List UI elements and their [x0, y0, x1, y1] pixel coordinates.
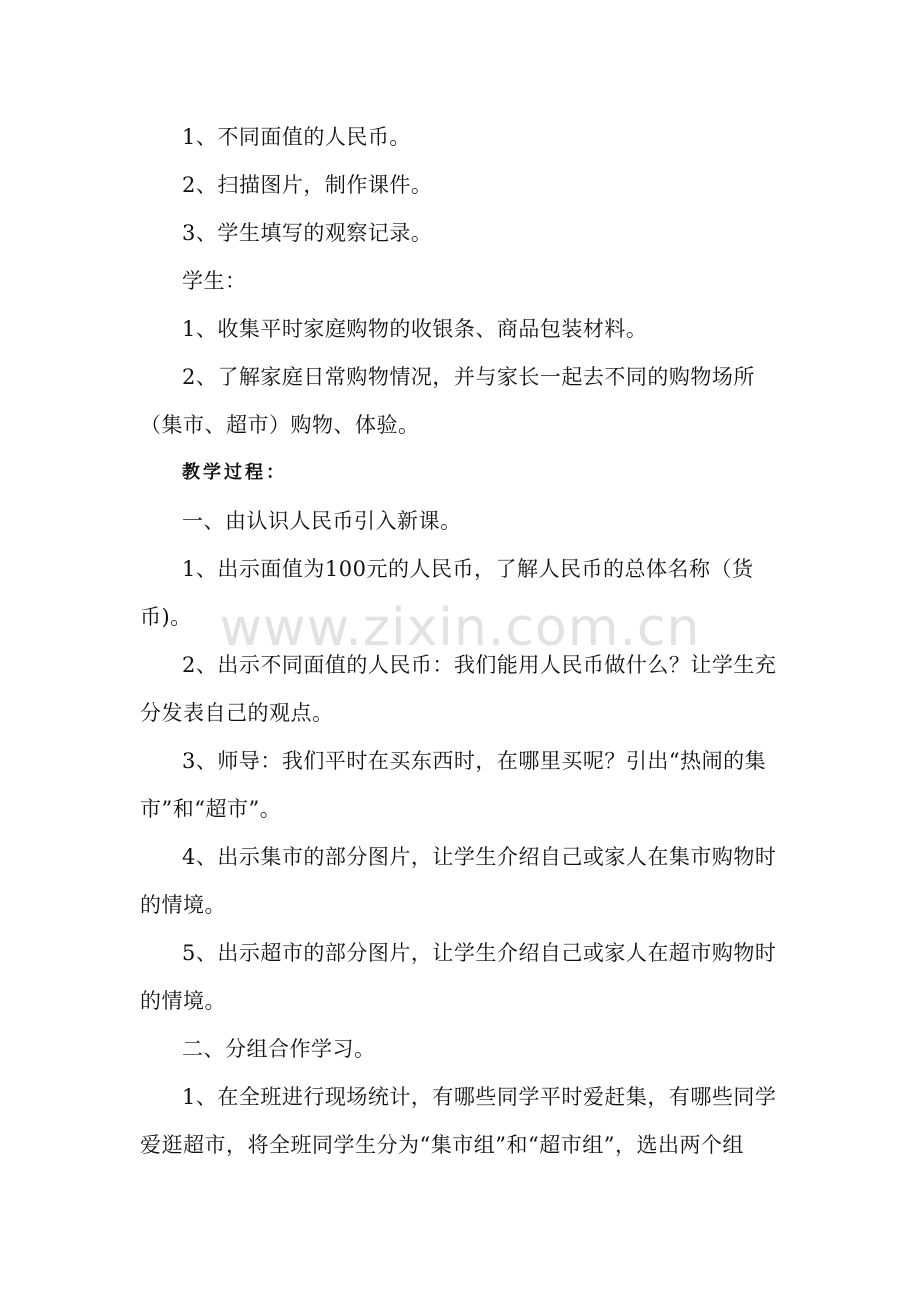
- section-heading-two: 二、分组合作学习。: [182, 1037, 376, 1061]
- paragraph-step-2: 2、出示不同面值的人民币：我们能用人民币做什么？让学生充分发表自己的观点。: [140, 653, 777, 725]
- paragraph-step-1: 1、出示面值为100元的人民币，了解人民币的总体名称（货币)。: [140, 557, 754, 629]
- watermark-text: www.zixin.com.cn: [219, 598, 701, 658]
- paragraph-materials-2: 2、扫描图片，制作课件。: [182, 173, 433, 197]
- paragraph-materials-3: 3、学生填写的观察记录。: [182, 221, 433, 245]
- section-heading-one: 一、由认识人民币引入新课。: [182, 509, 462, 533]
- paragraph-students-1: 1、收集平时家庭购物的收银条、商品包装材料。: [182, 317, 648, 341]
- paragraph-students-2: 2、了解家庭日常购物情况，并与家长一起去不同的购物场所（集市、超市）购物、体验。: [140, 365, 755, 437]
- document-body: [140, 113, 790, 1169]
- heading-students: 学生：: [182, 269, 247, 293]
- paragraph-group-1: 1、在全班进行现场统计，有哪些同学平时爱赶集，有哪些同学爱逛超市，将全班同学生分为“集市组”和“超市组”，选出两个组: [140, 1085, 777, 1157]
- paragraph-step-5: 5、出示超市的部分图片，让学生介绍自己或家人在超市购物时的情境。: [140, 941, 777, 1013]
- paragraph-step-3: 3、师导：我们平时在买东西时，在哪里买呢？引出“热闹的集市”和“超市”。: [140, 749, 767, 821]
- heading-teaching-process: 教学过程：: [182, 462, 287, 483]
- paragraph-step-4: 4、出示集市的部分图片，让学生介绍自己或家人在集市购物时的情境。: [140, 845, 777, 917]
- paragraph-materials-1: 1、不同面值的人民币。: [182, 125, 411, 149]
